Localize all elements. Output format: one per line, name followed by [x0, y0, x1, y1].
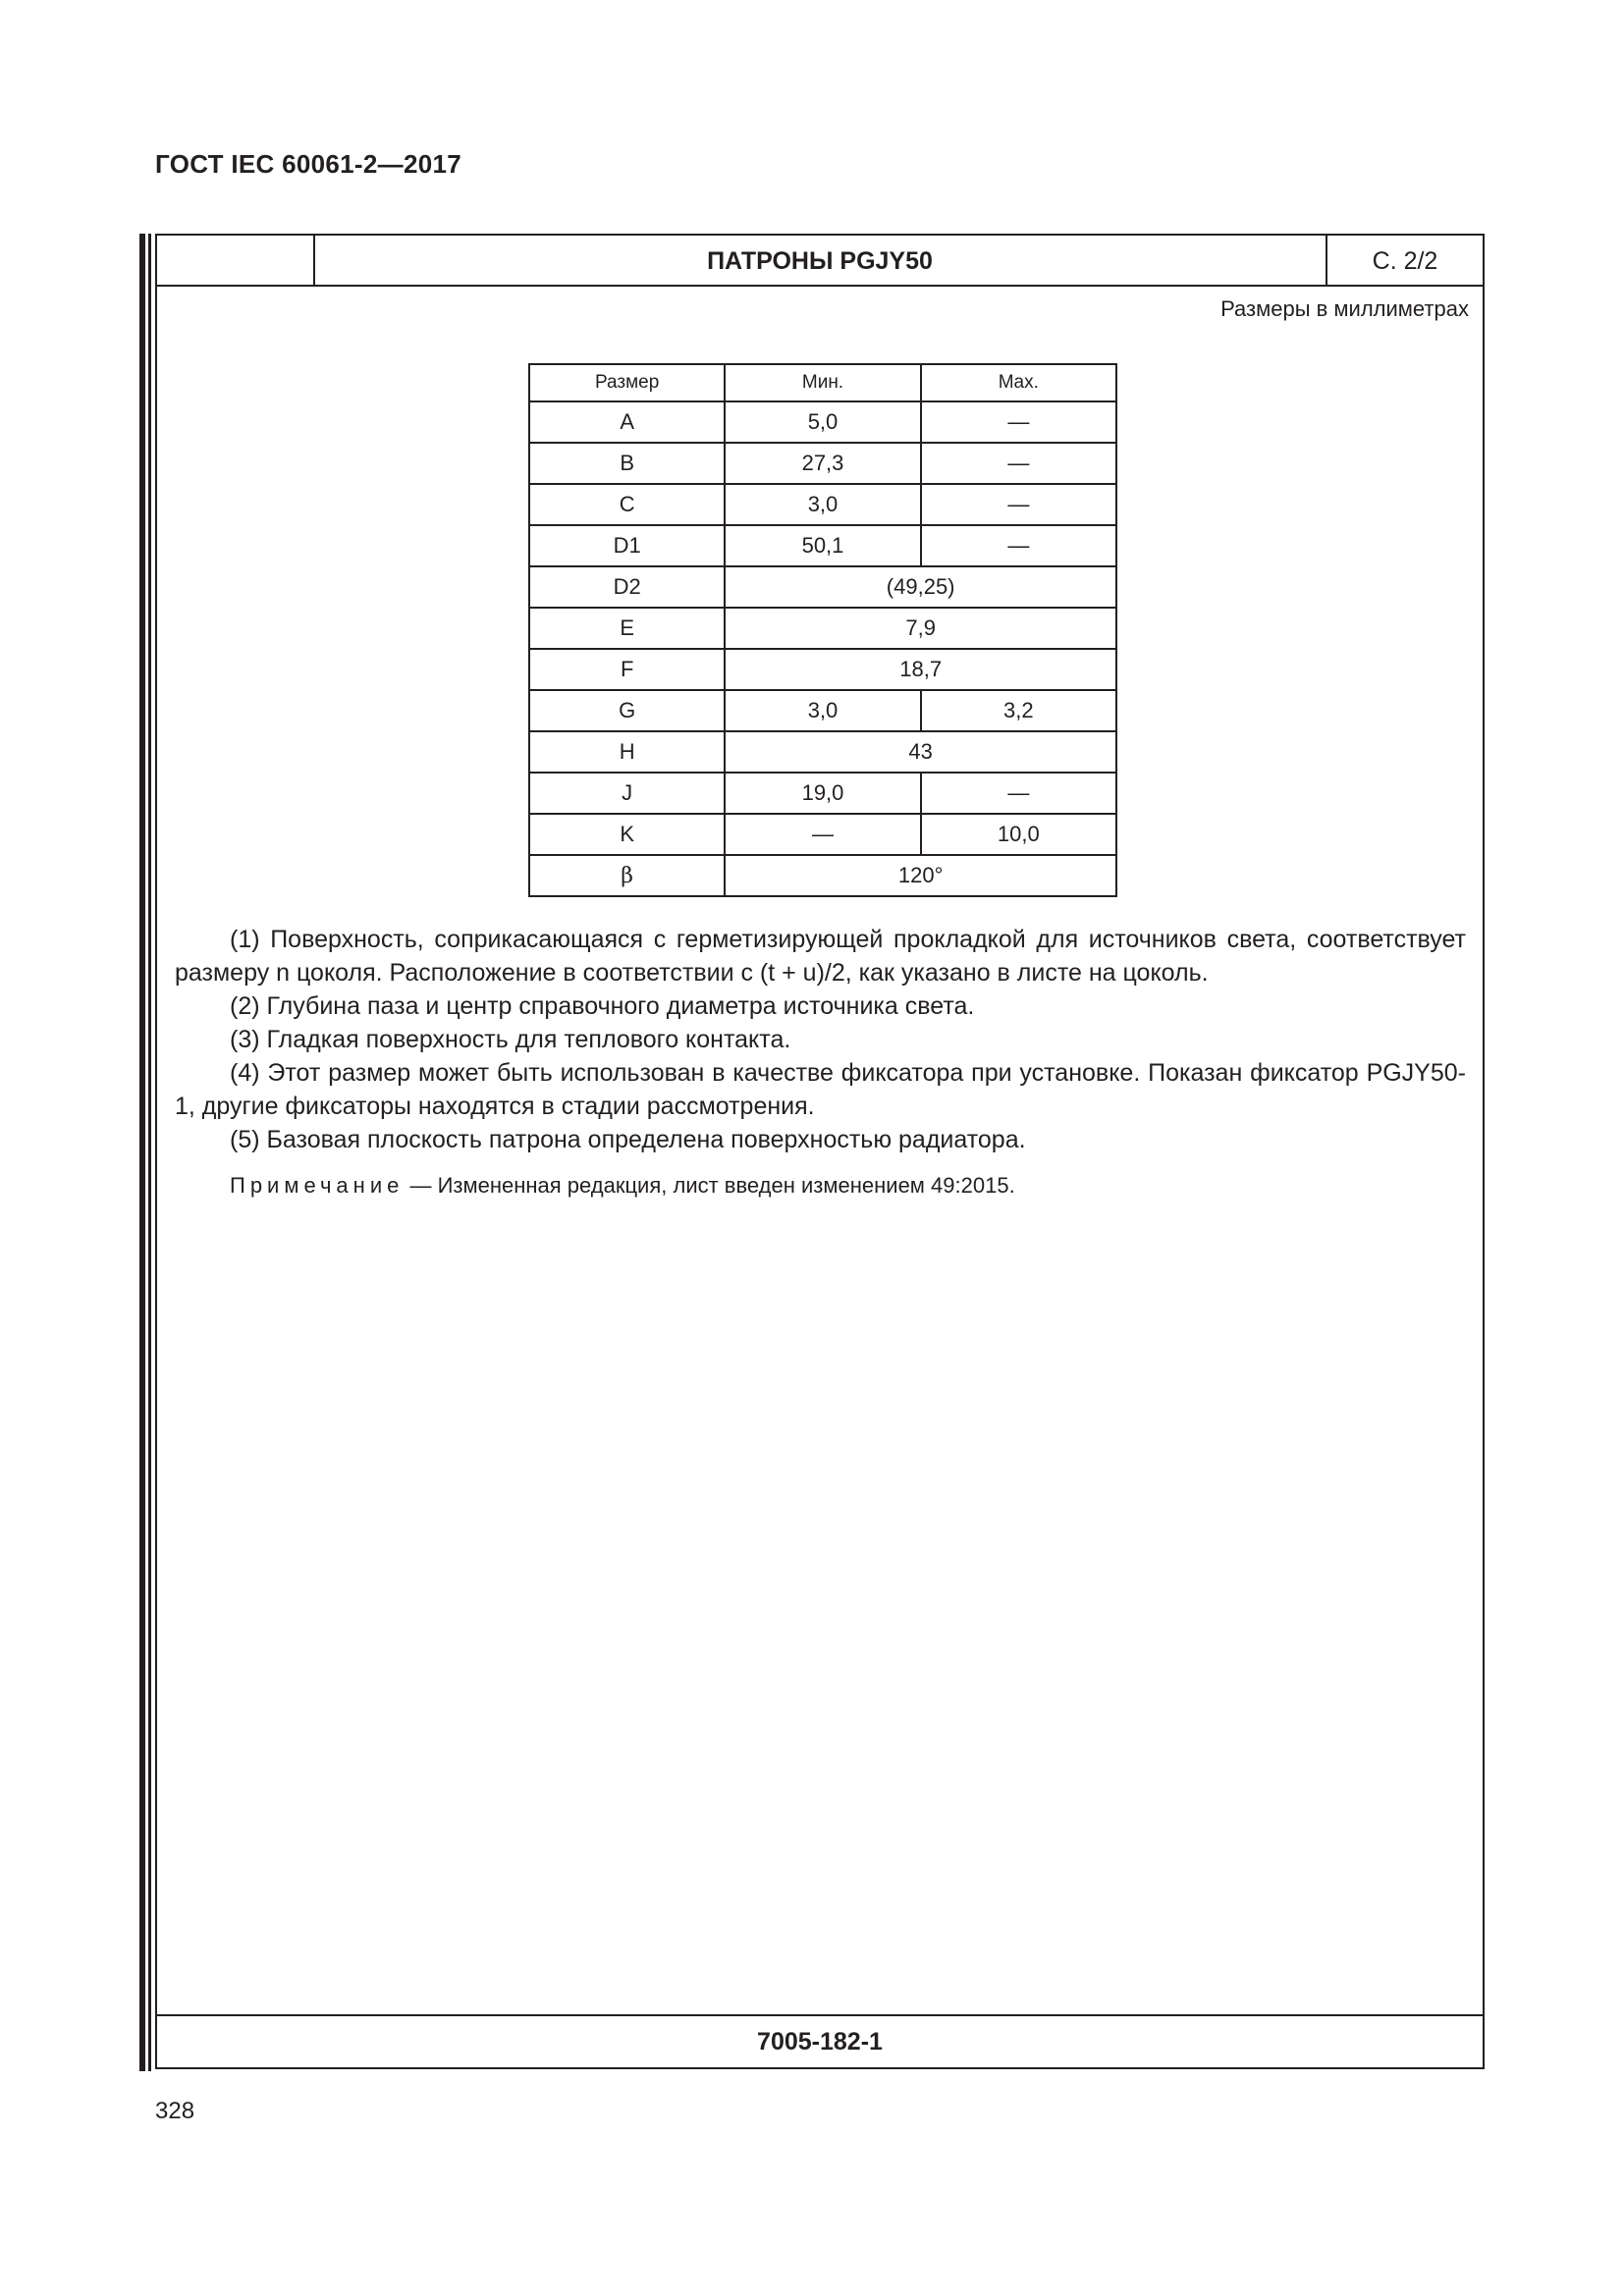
- units-note: Размеры в миллиметрах: [1220, 296, 1469, 321]
- table-row: [529, 525, 1116, 566]
- min-cell: —: [725, 814, 920, 855]
- dimension-cell: B: [529, 443, 725, 484]
- merged-value-cell: 120°: [725, 855, 1116, 896]
- max-cell: —: [921, 401, 1116, 443]
- note-1: (1) Поверхность, соприкасающаяся с герметизирующей прокладкой для источников света, соответствует размеру n цоколя. Расположение в соответствии с (t + u)/2, как указано в листе на цоколь.: [175, 926, 1466, 987]
- dimension-cell: D1: [529, 525, 725, 566]
- sheet-title: ПАТРОНЫ PGJY50: [707, 247, 933, 275]
- sheet-number: С. 2/2: [1326, 236, 1483, 285]
- dimension-cell: β: [529, 855, 725, 896]
- dimension-cell: E: [529, 608, 725, 649]
- col-header-dimension: Размер: [529, 364, 725, 401]
- max-cell: —: [921, 773, 1116, 814]
- table-row: [529, 443, 1116, 484]
- page-number: 328: [155, 2098, 195, 2124]
- dimension-cell: G: [529, 690, 725, 731]
- min-cell: 3,0: [725, 484, 920, 525]
- table-row: [529, 649, 1116, 690]
- merged-value-cell: 7,9: [725, 608, 1116, 649]
- max-cell: —: [921, 484, 1116, 525]
- dimension-cell: F: [529, 649, 725, 690]
- dimension-cell: C: [529, 484, 725, 525]
- margin-bar-thick: [139, 234, 145, 2071]
- max-cell: 3,2: [921, 690, 1116, 731]
- dimension-cell: H: [529, 731, 725, 773]
- note-5: (5) Базовая плоскость патрона определена поверхностью радиатора.: [230, 1126, 1026, 1153]
- merged-value-cell: (49,25): [725, 566, 1116, 608]
- remark-text: — Измененная редакция, лист введен изменением 49:2015.: [404, 1173, 1015, 1198]
- table-row: [529, 484, 1116, 525]
- max-cell: —: [921, 525, 1116, 566]
- merged-value-cell: 18,7: [725, 649, 1116, 690]
- col-header-min: Мин.: [725, 364, 920, 401]
- margin-bar-thin: [148, 234, 151, 2071]
- min-cell: 19,0: [725, 773, 920, 814]
- col-header-max: Max.: [921, 364, 1116, 401]
- min-cell: 50,1: [725, 525, 920, 566]
- dimension-cell: J: [529, 773, 725, 814]
- dimension-cell: A: [529, 401, 725, 443]
- dimensions-table: [528, 363, 1117, 897]
- table-row: [529, 566, 1116, 608]
- table-row: [529, 814, 1116, 855]
- dimension-cell: K: [529, 814, 725, 855]
- remark-line: [230, 1173, 1015, 1199]
- remark-label: Примечание: [230, 1173, 405, 1198]
- note-2: (2) Глубина паза и центр справочного диаметра источника света.: [230, 992, 975, 1020]
- table-row: [529, 690, 1116, 731]
- notes-block: [175, 923, 1466, 1156]
- dimension-cell: D2: [529, 566, 725, 608]
- table-row: [529, 608, 1116, 649]
- sheet-frame: [155, 234, 1485, 2069]
- title-row: [157, 236, 1483, 287]
- min-cell: 3,0: [725, 690, 920, 731]
- max-cell: —: [921, 443, 1116, 484]
- document-header: ГОСТ IEC 60061-2—2017: [155, 149, 461, 179]
- title-left-cell: [157, 236, 315, 285]
- note-3: (3) Гладкая поверхность для теплового контакта.: [230, 1026, 791, 1053]
- table-row: [529, 401, 1116, 443]
- merged-value-cell: 43: [725, 731, 1116, 773]
- table-header-row: [529, 364, 1116, 401]
- min-cell: 27,3: [725, 443, 920, 484]
- min-cell: 5,0: [725, 401, 920, 443]
- table-row: [529, 731, 1116, 773]
- footer-code: 7005-182-1: [157, 2014, 1483, 2067]
- table-row: [529, 773, 1116, 814]
- max-cell: 10,0: [921, 814, 1116, 855]
- note-4: (4) Этот размер может быть использован в качестве фиксатора при установке. Показан фиксатор PGJY50-1, другие фиксаторы находятся в стадии рассмотрения.: [175, 1059, 1466, 1120]
- table-row: [529, 855, 1116, 896]
